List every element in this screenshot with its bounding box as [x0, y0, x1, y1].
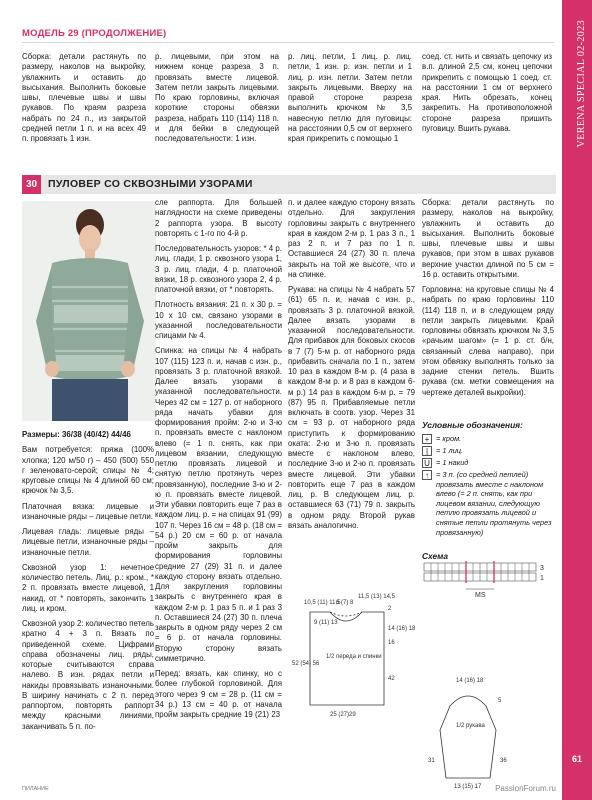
legend-item-dec: [422, 470, 554, 537]
section-30-header: [22, 175, 556, 194]
sleeve-right-dim: 5: [498, 698, 502, 704]
section-29-title: МОДЕЛЬ 29 (ПРОДОЛЖЕНИЕ): [22, 28, 167, 39]
assembly: Сборка: детали растянуть по размеру, наколов на выкройку, увлажнить и оставить до высыхания. Выполнить боковые швы, плечевые швы и швы рукавов, при этом в швах рукавов верхние участки длиной по 5 см = 16 р. оставить открытыми.: [422, 198, 554, 279]
decrease-icon: ↑: [422, 470, 432, 480]
body-top-dim-2: 6 (7) 8: [336, 600, 354, 606]
model-illustration: [22, 201, 156, 421]
body-right-dim-2: 16: [388, 640, 395, 646]
body-bottom-dim: 25 (27)29: [330, 712, 356, 718]
model29-col2: р. лицевыми, при этом на нижнем конце разреза 3 п. провязать вместе лицевой. Затем петли закрыть лицевыми. По краю горловины, включая короткие стороны обвязки разреза, набрать 110 (114) 118 п. и для бейки в следующей последовательности: 1 изн.: [155, 52, 279, 143]
body-right-dim-1: 14 (16) 18: [388, 626, 416, 632]
body-left-inner: 9 (11) 13: [314, 620, 338, 626]
legend-text-1: = кром.: [436, 434, 462, 443]
legend: [422, 420, 554, 606]
yarn-over-icon: U: [422, 458, 432, 468]
knit-stitch-icon: |: [422, 446, 432, 456]
legend-text-3: = 1 накид: [436, 458, 469, 467]
footer-watermark: PassionForum.ru: [495, 784, 556, 793]
body-left-dim: 52 (54) 56: [292, 661, 320, 667]
column-2: [155, 198, 282, 725]
materials: Вам потребуется: пряжа (100% хлопка; 120 м/50 г) – 450 (500) 550 г зеленовато-серой; спицы № 4; круговые спицы № 4 длиной 60 см; крючок № 3,5.: [22, 445, 154, 496]
legend-item-yo: [422, 458, 554, 468]
body-top-dim-1: 10,5 (11) 11,5: [304, 600, 341, 606]
chart-title: Схема: [422, 551, 449, 562]
stockinette-stitch: Лицевая гладь: лицевые ряды – лицевые петли, изнаночные ряды – изнаночные петли.: [22, 527, 154, 557]
legend-text-4: = 3 п. (со средней петлей) провязать вместе с наклоном влево (= 2 п. снять, как при лицевом вязании, следующую петлю провязать лицевой и снятые петли протянуть через провязанную): [436, 470, 552, 537]
lace-pattern-1: Сквозной узор 1: нечетное количество петель. Лиц. р.: кром., * 2 п. провязать вместе лицевой, 1 накид, от * повторять, закончить 1 лиц. и кром.: [22, 562, 154, 613]
body-top-dim-3: 11,5 (13) 14,5: [358, 594, 395, 600]
legend-title: Условные обозначения:: [422, 420, 523, 430]
section-30-number: 30: [22, 175, 41, 194]
model-photo: [22, 201, 156, 421]
chart-ms-label: MS: [475, 592, 486, 600]
model29-col1: Сборка: детали растянуть по размеру, наколов на выкройку, увлажнить и оставить до высыхания. Выполнить боковые швы, плечевые швы и швы рукавов. По краям разреза набрать по 24 п., из закрытой средней петли 1 п. и на всех 49 п. провязать 1 изн.: [22, 52, 146, 143]
neckline: Горловина: на круговые спицы № 4 набрать по краю горловины 110 (114) 118 п. и в следующем ряду петли закрыть лицевыми. Край горловины обвязать крючком № 3,5 «рачьим шагом» (= 1 р. ст. б/н, связанный слева направо), при этом обвязку выполнять только за задние стенки петель. Вшить рукава (см. метки совмещения на чертеже деталей выкройки).: [422, 285, 554, 397]
magazine-name: VERENA SPECIAL 02-2023: [576, 20, 587, 148]
column-3: [288, 198, 415, 536]
gauge: Плотность вязания: 21 п. x 30 р. = 10 x 10 см, связано узорами в указанной последовательности спицами № 4.: [155, 300, 282, 340]
pattern-sequence: Последовательность узоров: * 4 р. лиц. глади, 1 р. сквозного узора 1, 3 р. лиц. глади, 4 р. платочной вязки, 18 р. сквозного узора 2, 4 р. платочной вязки, от * повторять.: [155, 244, 282, 294]
footer-left: ПИЛАНИЕ: [22, 786, 49, 792]
garter-stitch: Платочная вязка: лицевые и изнаночные ряды – лицевые петли.: [22, 501, 154, 521]
sleeve-right-dim-2: 36: [500, 758, 507, 764]
body-right-small: 2: [388, 606, 392, 612]
body-label: 1/2 переда и спинки: [326, 654, 382, 660]
edge-stitch-icon: +: [422, 434, 432, 444]
sleeves-instructions: Рукава: на спицы № 4 набрать 57 (61) 65 п. и, начав с изн. р., провязать 3 р. платочной вязкой. Далее вязать узорами в указанной последовательности. Для прибавок для боковых скосов в 7 (7) 5-м р. от наборного ряда прибавить сначала по 1 п., затем 10 раз в каждом 8-м р. (4 раза в каждом 8-м р. и 8 раз в каждом 6-м р.) 14 раз в каждом 6-м р. = 79 (87) 95 п. Прибавляемые петли включать в соотв. узор. Через 31 см = 93 р. от наборного ряда приступить к формированию оката: 2-ю и 3-ю п. провязать вместе с наклоном влево, последние 3-ю и 2-ю п. провязать вместе лицевой. Эти убавки повторить еще 7 раз в каждом лиц. р. В следующем лиц. р. оставшиеся 63 (71) 79 п. закрыть в одном ряду. Второй рукав вязать аналогично.: [288, 285, 415, 530]
pattern-diagrams: [290, 590, 562, 790]
column-4: [422, 198, 554, 403]
section-30-title: ПУЛОВЕР СО СКВОЗНЫМИ УЗОРАМИ: [48, 178, 253, 190]
model29-col4: соед. ст. нить и связать цепочку из в.п. длиной 2,5 см, конец цепочки прикрепить с помощью 1 соед. ст. на расстоянии 1 см от верхнего края. Нить обрезать, конец закрепить. На противоположной стороне разреза пришить пуговицу. Вшить рукава.: [422, 52, 552, 133]
magazine-sidebar: [562, 0, 592, 800]
left-column: [22, 430, 154, 737]
body-right-dim-3: 42: [388, 676, 395, 682]
legend-text-2: = 1 лиц.: [436, 446, 464, 455]
section-divider: [22, 42, 554, 43]
front-neckline: п. и далее каждую сторону вязать отдельно. Для закругления горловины закрыть с внутреннего края в каждом 2-м р. 1 раз 3 п., 1 раз 2 п. и 7 раз по 1 п. Оставшиеся 24 (27) 30 п. плеча закрыть на той же высоте, что и на спинке.: [288, 198, 415, 279]
chart-row-1: 1: [540, 575, 544, 583]
model29-col3: р. лиц. петли, 1 лиц. р. лиц. петли, 1 изн. р. изн. петли и 1 лиц. р. изн. петли. Затем петли закрыть лицевыми. Вверху на правой стороне разреза выполнить крючком № 3,5 навесную петлю для пуговицы: на расстоянии 0,5 см от верхнего края прикрепить с помощью 1: [288, 52, 412, 143]
lace-pattern-2: Сквозной узор 2: количество петель кратно 4 + 3 п. Вязать по приведенной схеме. Цифрами справа обозначены лиц. ряды, которые считываются справа налево. В изн. рядах петли и накиды провязывать изнаночными. В ширину начинать с 2 п. перед раппортом, повторять раппорт между красными линиями, заканчивать 5 п. по-: [22, 619, 155, 731]
col2-pattern-end: сле раппорта. Для большей наглядности на схеме приведены 2 раппорта узора. В высоту повторять с 1-го по 4-й р.: [155, 198, 282, 238]
sleeve-left-dim: 31: [428, 758, 435, 764]
legend-item-knit: [422, 446, 554, 456]
legend-item-edge: [422, 434, 554, 444]
sleeve-top-dim: 14 (16) 18: [456, 678, 484, 684]
chart-row-3: 3: [540, 565, 544, 573]
sizes: Размеры: 36/38 (40/42) 44/46: [22, 430, 131, 439]
page-number: 61: [571, 754, 582, 764]
sleeve-bottom-dim: 13 (15) 17: [454, 784, 482, 790]
sleeve-label: 1/2 рукава: [456, 723, 485, 729]
front-instructions: Перед: вязать, как спинку, но с более глубокой горловиной. Для этого через 9 см = 28 р. (11 см = 34 р.) 13 см = 40 р. от начала пройм закрыть средние 19 (21) 23: [155, 669, 282, 719]
back-instructions: Спинка: на спицы № 4 набрать 107 (115) 123 п. и, начав с изн. р., провязать 3 р. платочной вязкой. Далее вязать узорами в указанной последовательности. Через 42 см = 127 р. от наборного ряда начать убавки для формирования пройм: 2-ю и 3-ю п. провязать вместе с наклоном влево (= 1 п. снять, как при лицевом вязании, следующую петлю провязать лицевой и снятую петлю протянуть через провязанную), последние 3-ю и 2-ю п. провязать вместе лицевой. Эти убавки повторить еще 7 раз в каждом лиц. р. = на спицах 91 (99) 107 п. Через 16 см = 48 р. (18 см = 54 р.) 20 см = 60 р. от начала пройм закрыть для формирования горловины средние 27 (29) 31 п. и далее каждую сторону вязать отдельно. Для закругления горловины закрыть с внутреннего края в каждом 2-м р. 1 раз 5 п. и 1 раз 3 п. Оставшиеся 24 (27) 30 п. плеча закрыть в одном ряду через 2 см = 6 р. от начала горловины. Вторую сторону вязать симметрично.: [155, 346, 283, 663]
